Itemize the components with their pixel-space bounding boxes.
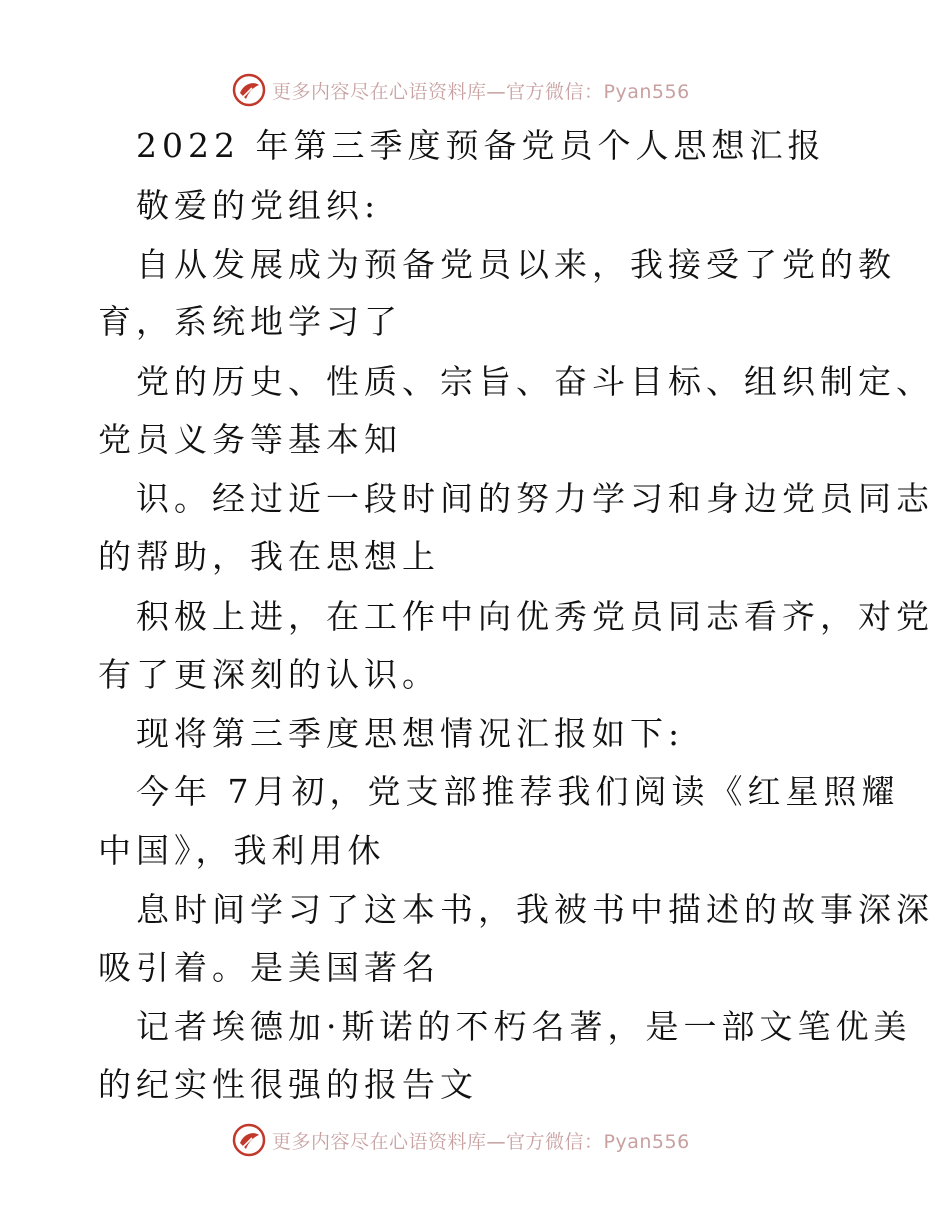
watermark-text: 更多内容尽在心语资料库—官方微信：Pyan556 <box>272 80 690 103</box>
paragraph-line: 有了更深刻的认识。 <box>98 655 440 694</box>
paragraph-line: 的帮助，我在思想上 <box>98 537 440 576</box>
paragraph-line: 积极上进，在工作中向优秀党员同志看齐，对党 <box>136 597 934 636</box>
paragraph-line: 记者埃德加·斯诺的不朽名著，是一部文笔优美 <box>136 1007 912 1046</box>
paragraph-line: 党员义务等基本知 <box>98 420 402 459</box>
paragraph-line: 党的历史、性质、宗旨、奋斗目标、组织制定、 <box>136 362 934 401</box>
paragraph-line: 识。经过近一段时间的努力学习和身边党员同志 <box>136 479 934 518</box>
paragraph-line: 中国》，我利用休 <box>98 831 386 870</box>
watermark-text: 更多内容尽在心语资料库—官方微信：Pyan556 <box>272 1130 690 1153</box>
salutation: 敬爱的党组织: <box>136 186 381 225</box>
paragraph-line: 现将第三季度思想情况汇报如下: <box>136 714 685 753</box>
paragraph-line: 息时间学习了这本书，我被书中描述的故事深深 <box>136 890 934 929</box>
bookmark-badge-icon <box>232 73 266 107</box>
paragraph-line: 自从发展成为预备党员以来，我接受了党的教 <box>136 245 896 284</box>
paragraph-line: 的纪实性很强的报告文 <box>98 1065 478 1104</box>
bookmark-badge-icon <box>232 1123 266 1157</box>
paragraph-line: 吸引着。是美国著名 <box>98 948 440 987</box>
document-title: 2022 年第三季度预备党员个人思想汇报 <box>136 126 826 165</box>
footer-watermark <box>232 1122 690 1158</box>
header-watermark <box>232 72 690 108</box>
paragraph-line: 今年 7月初，党支部推荐我们阅读《红星照耀 <box>136 772 900 811</box>
paragraph-line: 育，系统地学习了 <box>98 302 402 341</box>
